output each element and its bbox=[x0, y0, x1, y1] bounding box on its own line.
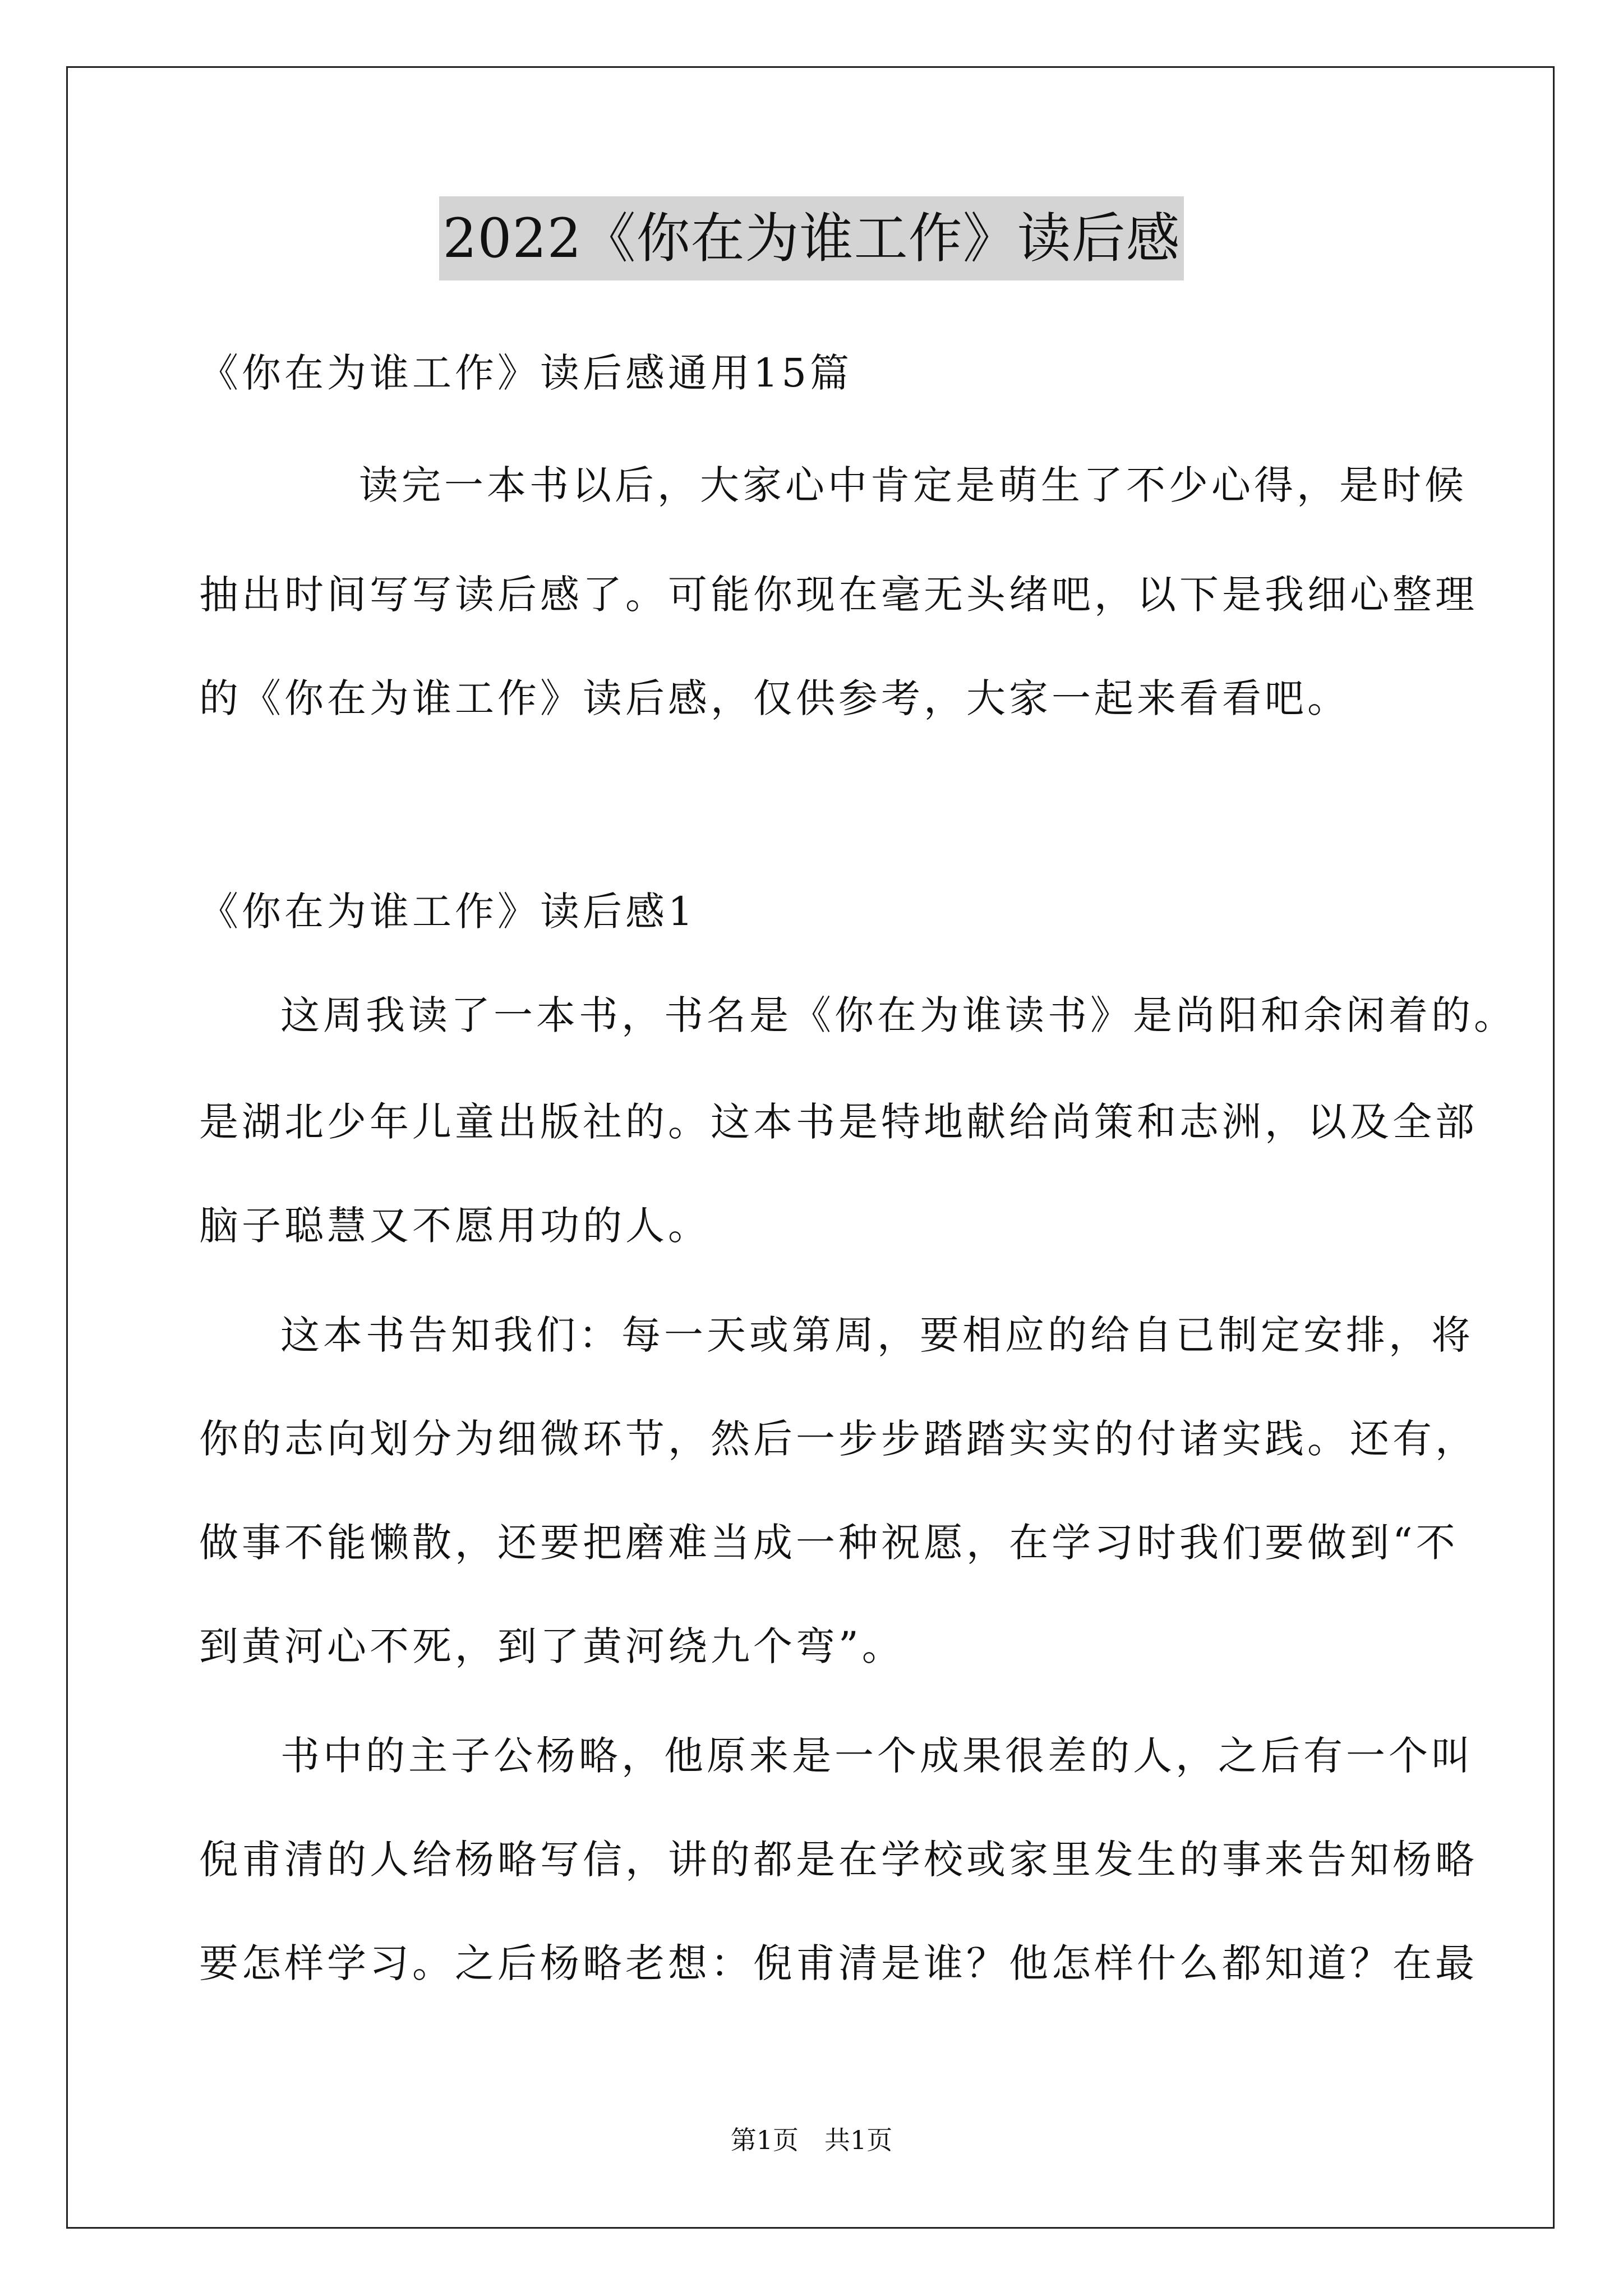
paragraph3-line-1: 书中的主子公杨略，他原来是一个成果很差的人，之后有一个叫 bbox=[280, 1733, 1474, 1779]
paragraph1-line-3: 脑子聪慧又不愿用功的人。 bbox=[199, 1203, 711, 1249]
paragraph1-line-2: 是湖北少年儿童出版社的。这本书是特地献给尚策和志洲，以及全部 bbox=[199, 1099, 1478, 1145]
paragraph2-line-3: 做事不能懒散，还要把磨难当成一种祝愿，在学习时我们要做到“不 bbox=[199, 1520, 1459, 1566]
intro-line-3: 的《你在为谁工作》读后感，仅供参考，大家一起来看看吧。 bbox=[199, 675, 1350, 721]
paragraph2-line-4: 到黄河心不死，到了黄河绕九个弯”。 bbox=[199, 1623, 905, 1669]
document-subtitle: 《你在为谁工作》读后感通用15篇 bbox=[199, 350, 853, 396]
document-title: 2022《你在为谁工作》读后感 bbox=[439, 196, 1183, 280]
paragraph1-line-1: 这周我读了一本书，书名是《你在为谁读书》是尚阳和余闲着的。 bbox=[280, 992, 1516, 1038]
intro-line-1: 读完一本书以后，大家心中肯定是萌生了不少心得，是时候 bbox=[359, 462, 1467, 508]
paragraph2-line-1: 这本书告知我们：每一天或第周，要相应的给自已制定安排，将 bbox=[280, 1312, 1474, 1358]
section-heading: 《你在为谁工作》读后感1 bbox=[199, 889, 697, 935]
page-footer: 第1页 共1页 bbox=[730, 2125, 893, 2155]
paragraph3-line-2: 倪甫清的人给杨略写信，讲的都是在学校或家里发生的事来告知杨略 bbox=[199, 1837, 1478, 1883]
intro-line-2: 抽出时间写写读后感了。可能你现在毫无头绪吧，以下是我细心整理 bbox=[199, 572, 1478, 618]
title-wrap bbox=[0, 196, 1623, 280]
paragraph3-line-3: 要怎样学习。之后杨略老想：倪甫清是谁？他怎样什么都知道？在最 bbox=[199, 1940, 1478, 1986]
paragraph2-line-2: 你的志向划分为细微环节，然后一步步踏踏实实的付诸实践。还有， bbox=[199, 1416, 1478, 1462]
